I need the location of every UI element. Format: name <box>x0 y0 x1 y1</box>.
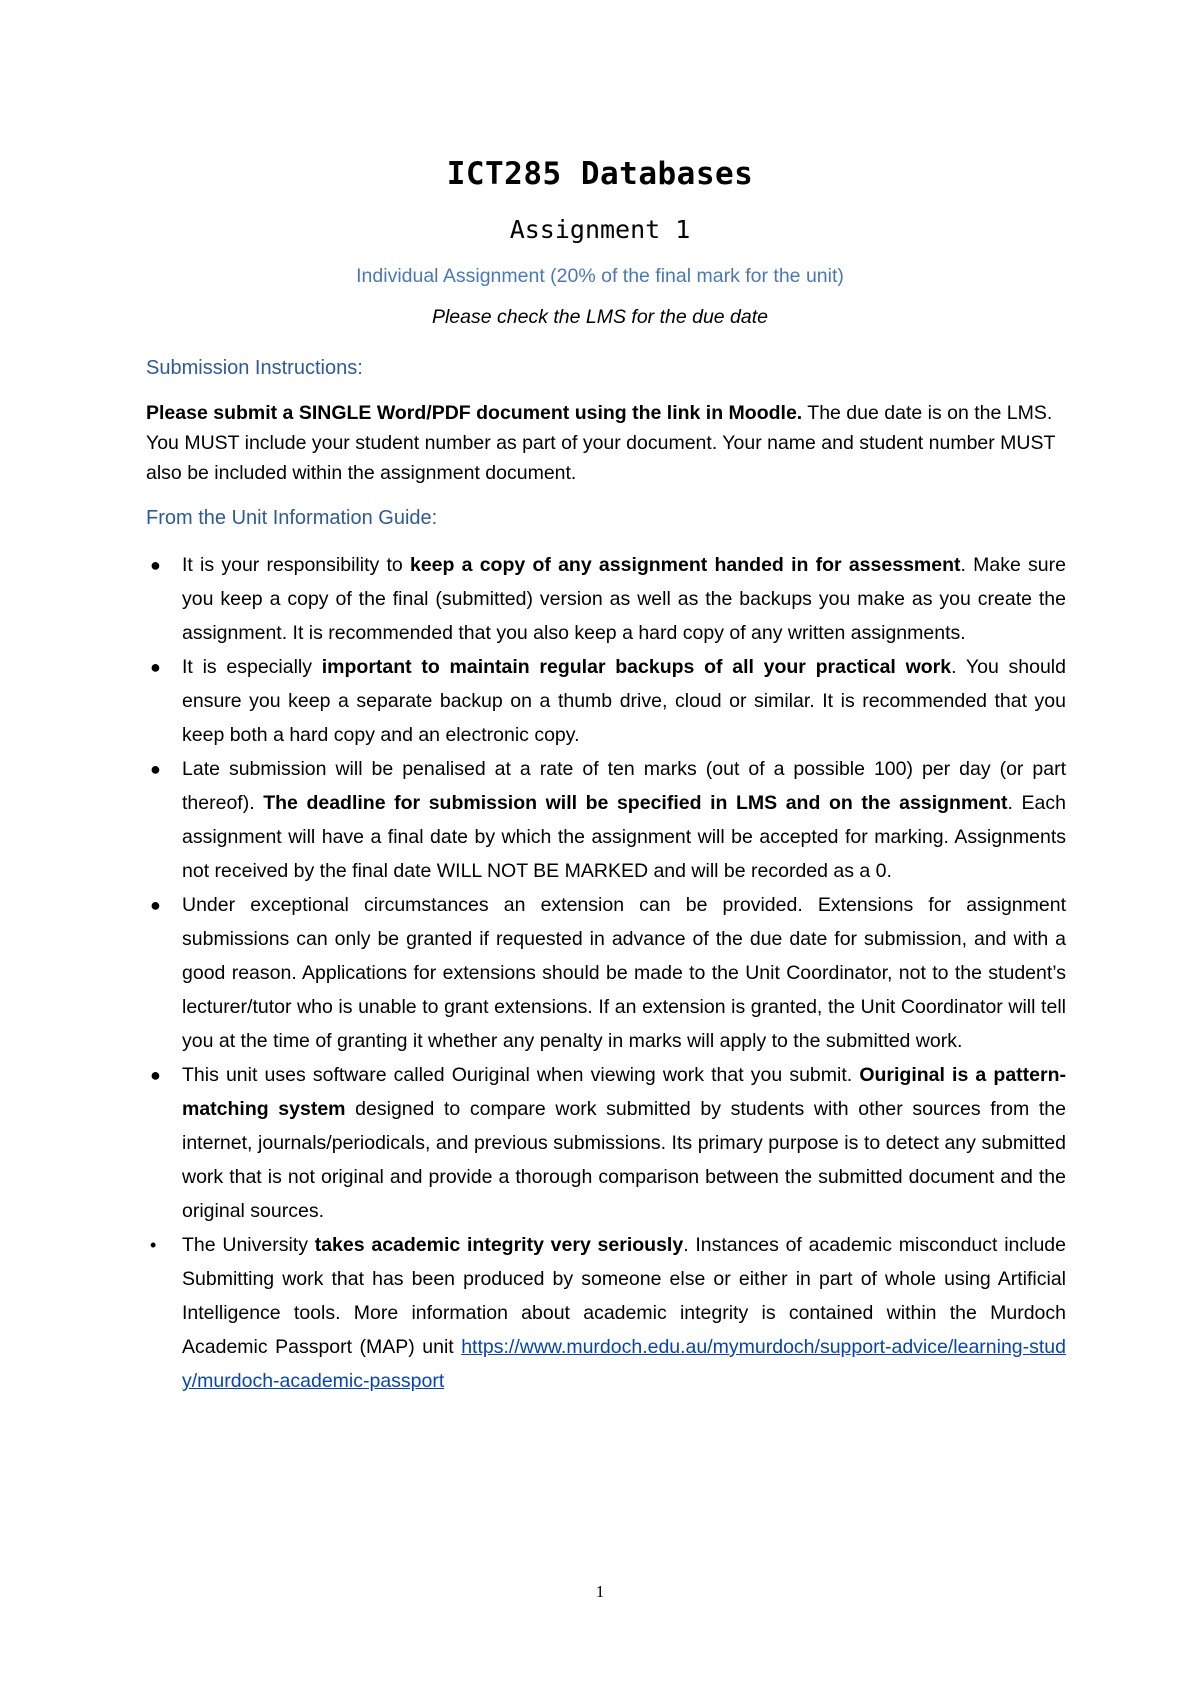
bullet-bold-text: takes academic integrity very seriously <box>314 1234 684 1256</box>
bullet-icon: ● <box>150 555 161 575</box>
bullet-icon: ● <box>150 657 161 677</box>
bullet-bold-text: Ouriginal is a pattern-matching system <box>182 1064 1066 1120</box>
bullet-text: . You should ensure you keep a separate backup on a thumb drive, cloud or similar. It is recommended that you keep both a hard copy and an electronic copy. <box>182 656 1066 746</box>
document-subtitle: Assignment 1 <box>509 215 691 244</box>
assignment-info: Individual Assignment (20% of the final mark for the unit) <box>356 265 844 287</box>
bullet-text: The University <box>182 1234 315 1256</box>
page-number: 1 <box>595 1582 605 1601</box>
bullet-bold-text: keep a copy of any assignment handed in for assessment <box>409 554 961 576</box>
bullet-text: This unit uses software called Ouriginal when viewing work that you submit. <box>182 1064 860 1086</box>
bullet-icon: ● <box>150 759 161 779</box>
bullet-text: Under exceptional circumstances an extension can be provided. Extensions for assignment submissions can only be granted if requested in advance of the due date for submission, and with a good reason. Applications for extensions should be made to the Unit Coordinator, not to the student’s lecturer/tutor who is unable to grant extensions. If an extension is granted, the Unit Coordinator will tell you at the time of granting it whether any penalty in marks will apply to the submitted work. <box>182 894 1066 1052</box>
submission-bold-text: Please submit a SINGLE Word/PDF document using the link in Moodle. <box>146 402 803 424</box>
bullet-item-extensions <box>146 888 1066 1058</box>
bullet-text: designed to compare work submitted by students with other sources from the internet, journals/periodicals, and previous submissions. Its primary purpose is to detect any submitted work that is not original and provide a thorough comparison between the submitted document and the original sources. <box>182 1098 1066 1222</box>
submission-heading: Submission Instructions: <box>146 357 363 379</box>
bullet-item-backups <box>146 650 1066 752</box>
bullet-item-ouriginal <box>146 1058 1066 1228</box>
bullet-icon: ● <box>150 1065 161 1085</box>
submission-paragraph <box>146 398 1066 488</box>
bullet-icon: ● <box>150 895 161 915</box>
bullet-text: . Each assignment will have a final date by which the assignment will be accepted for marking. Assignments not received by the final date WILL NOT BE MARKED and will be recorded as a 0. <box>182 792 1066 882</box>
bullet-text: It is your responsibility to <box>182 554 410 576</box>
guide-bullet-list <box>146 548 1066 1398</box>
document-title: ICT285 Databases <box>446 156 754 192</box>
bullet-item-academic-integrity <box>146 1228 1066 1398</box>
bullet-item-late-submission <box>146 752 1066 888</box>
bullet-text: . Instances of academic misconduct include Submitting work that has been produced by someone else or either in part of whole using Artificial Intelligence tools. More information about academic integrity is contained within the Murdoch Academic Passport (MAP) unit <box>182 1234 1066 1358</box>
guide-heading: From the Unit Information Guide: <box>146 507 438 529</box>
due-date-note: Please check the LMS for the due date <box>431 306 769 328</box>
map-unit-link[interactable]: https://www.murdoch.edu.au/mymurdoch/support-advice/learning-study/murdoch-academic-passport <box>182 1336 1066 1392</box>
bullet-bold-text: The deadline for submission will be specified in LMS and on the assignment <box>263 792 1008 814</box>
bullet-text: It is especially <box>182 656 322 678</box>
submission-text: The due date is on the LMS. You MUST include your student number as part of your document. Your name and student number MUST also be included within the assignment document. <box>146 402 1056 484</box>
bullet-text: Late submission will be penalised at a rate of ten marks (out of a possible 100) per day (or part thereof). <box>182 758 1066 814</box>
bullet-item-copy <box>146 548 1066 650</box>
bullet-bold-text: important to maintain regular backups of all your practical work <box>321 656 952 678</box>
bullet-text: . Make sure you keep a copy of the final (submitted) version as well as the backups you make as you create the assignment. It is recommended that you also keep a hard copy of any written assignments. <box>182 554 1066 644</box>
bullet-icon: • <box>150 1235 157 1255</box>
